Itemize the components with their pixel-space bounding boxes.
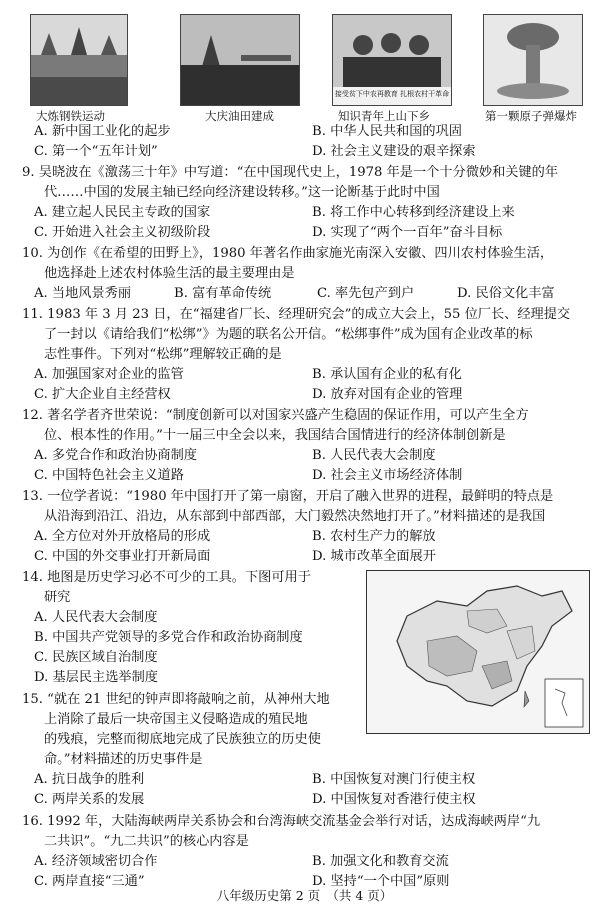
option[interactable]: C. 开始进入社会主义初级阶段 bbox=[34, 225, 211, 240]
question-stem: 13. 一位学者说：“1980 年中国打开了第一扇窗，开启了融入世界的进程，最鲜明的特点是 bbox=[22, 489, 554, 504]
option[interactable]: A. 新中国工业化的起步 bbox=[34, 124, 171, 139]
option[interactable]: B. 加强文化和教育交流 bbox=[312, 854, 449, 869]
question-stem: 12. 著名学者齐世荣说：“制度创新可以对国家兴盛产生稳固的保证作用，可以产生全方 bbox=[22, 408, 529, 423]
question-12 bbox=[22, 406, 590, 486]
photo-caption-4: 第一颗原子弹爆炸 bbox=[485, 109, 577, 123]
steelmaking-photo bbox=[30, 14, 128, 106]
option[interactable]: A. 经济领域密切合作 bbox=[34, 854, 158, 869]
option[interactable]: A. 抗日战争的胜利 bbox=[34, 772, 145, 787]
banner-sign-text: 接受贫下中农再教育 扎根农村干革命 bbox=[334, 90, 450, 98]
question-stem: 位、根本性的作用。”十一届三中全会以来，我国结合国情进行的经济体制创新是 bbox=[44, 428, 506, 443]
question-stem: 16. 1992 年，大陆海峡两岸关系协会和台湾海峡交流基金会举行对话，达成海峡两岸“九 bbox=[22, 814, 541, 829]
educated-youth-photo bbox=[332, 14, 452, 106]
option[interactable]: C. 民族区域自治制度 bbox=[34, 650, 158, 665]
option[interactable]: D. 民俗文化丰富 bbox=[457, 286, 555, 301]
question-13 bbox=[22, 487, 590, 567]
photo-caption-3: 知识青年上山下乡 bbox=[338, 109, 430, 123]
photo-caption-2: 大庆油田建成 bbox=[205, 109, 274, 123]
question-9 bbox=[22, 163, 590, 243]
question-stem: 他选择赴上述农村体验生活的最主要理由是 bbox=[44, 266, 295, 281]
question-stem: 二共识”。“九二共识”的核心内容是 bbox=[44, 834, 249, 849]
option[interactable]: D. 放弃对国有企业的管理 bbox=[312, 387, 463, 402]
photo-caption-1: 大炼钢铁运动 bbox=[36, 109, 105, 123]
question-stem: 从沿海到沿江、沿边，从东部到中部西部，大门毅然决然地打开了。”材料描述的是我国 bbox=[44, 509, 546, 524]
atomic-bomb-photo bbox=[483, 14, 583, 106]
option[interactable]: A. 当地风景秀丽 bbox=[34, 286, 132, 301]
option[interactable]: D. 城市改革全面展开 bbox=[312, 549, 436, 564]
question-stem: 命。”材料描述的历史事件是 bbox=[44, 752, 203, 767]
option[interactable]: C. 两岸直接“三通” bbox=[34, 874, 145, 889]
option[interactable]: B. 将工作中心转移到经济建设上来 bbox=[312, 205, 515, 220]
option[interactable]: A. 人民代表大会制度 bbox=[34, 610, 158, 625]
option[interactable]: C. 第一个“五年计划” bbox=[34, 144, 158, 159]
option[interactable]: B. 富有革命传统 bbox=[174, 286, 272, 301]
question-stem: 10. 为创作《在希望的田野上》，1980 年著名作曲家施光南深入安徽、四川农村体验生活， bbox=[22, 246, 554, 261]
option[interactable]: A. 多党合作和政治协商制度 bbox=[34, 448, 197, 463]
option[interactable]: B. 中国共产党领导的多党合作和政治协商制度 bbox=[34, 630, 303, 645]
question-stem: 研究 bbox=[44, 590, 71, 605]
question-stem: 代……中国的发展主轴已经向经济建设转移。”这一论断基于此时中国 bbox=[44, 185, 440, 200]
question-16 bbox=[22, 812, 590, 892]
option[interactable]: B. 人民代表大会制度 bbox=[312, 448, 436, 463]
option[interactable]: A. 加强国家对企业的监管 bbox=[34, 367, 184, 382]
question-11 bbox=[22, 305, 590, 405]
option[interactable]: D. 社会主义市场经济体制 bbox=[312, 468, 463, 483]
question-stem: 9. 吴晓波在《激荡三十年》中写道：“在中国现代史上，1978 年是一个十分微妙和关键的年 bbox=[22, 165, 559, 180]
option[interactable]: C. 率先包产到户 bbox=[317, 286, 415, 301]
option[interactable]: C. 扩大企业自主经营权 bbox=[34, 387, 171, 402]
question-stem: 11. 1983 年 3 月 23 日，在“福建省厂长、经理研究会”的成立大会上，55 位厂长、经理提交 bbox=[22, 307, 571, 322]
question-14 bbox=[22, 568, 362, 688]
question-stem: 15. “就在 21 世纪的钟声即将敲响之前，从神州大地 bbox=[22, 692, 330, 707]
option[interactable]: C. 中国的外交事业打开新局面 bbox=[34, 549, 211, 564]
question-15 bbox=[22, 690, 590, 810]
question-stem: 了一封以《请给我们“松绑”》为题的联名公开信。“松绑事件”成为国有企业改革的标 bbox=[44, 327, 533, 342]
option[interactable]: B. 农村生产力的解放 bbox=[312, 529, 436, 544]
question-stem: 上消除了最后一块帝国主义侵略造成的殖民地 bbox=[44, 712, 308, 727]
option[interactable]: B. 中华人民共和国的巩固 bbox=[312, 124, 462, 139]
option[interactable]: D. 社会主义建设的艰辛探索 bbox=[312, 144, 476, 159]
option[interactable]: D. 实现了“两个一百年”奋斗目标 bbox=[312, 225, 503, 240]
option[interactable]: D. 中国恢复对香港行使主权 bbox=[312, 792, 476, 807]
option[interactable]: B. 中国恢复对澳门行使主权 bbox=[312, 772, 476, 787]
photo-row bbox=[22, 14, 592, 123]
question-stem: 志性事件。下列对“松绑”理解较正确的是 bbox=[44, 347, 282, 362]
option[interactable]: B. 承认国有企业的私有化 bbox=[312, 367, 462, 382]
option[interactable]: D. 坚持“一个中国”原则 bbox=[312, 874, 450, 889]
oilfield-photo bbox=[180, 14, 300, 106]
option[interactable]: A. 全方位对外开放格局的形成 bbox=[34, 529, 211, 544]
page-footer: 八年级历史第 2 页 （共 4 页） bbox=[216, 888, 393, 903]
option[interactable]: C. 两岸关系的发展 bbox=[34, 792, 145, 807]
question-8-options bbox=[22, 122, 590, 162]
option[interactable]: C. 中国特色社会主义道路 bbox=[34, 468, 184, 483]
question-stem: 14. 地图是历史学习必不可少的工具。下图可用于 bbox=[22, 570, 311, 585]
question-stem: 的残痕，完整而彻底地完成了民族独立的历史使 bbox=[44, 732, 321, 747]
option[interactable]: A. 建立起人民民主专政的国家 bbox=[34, 205, 211, 220]
option[interactable]: D. 基层民主选举制度 bbox=[34, 670, 158, 685]
question-10 bbox=[22, 244, 590, 304]
